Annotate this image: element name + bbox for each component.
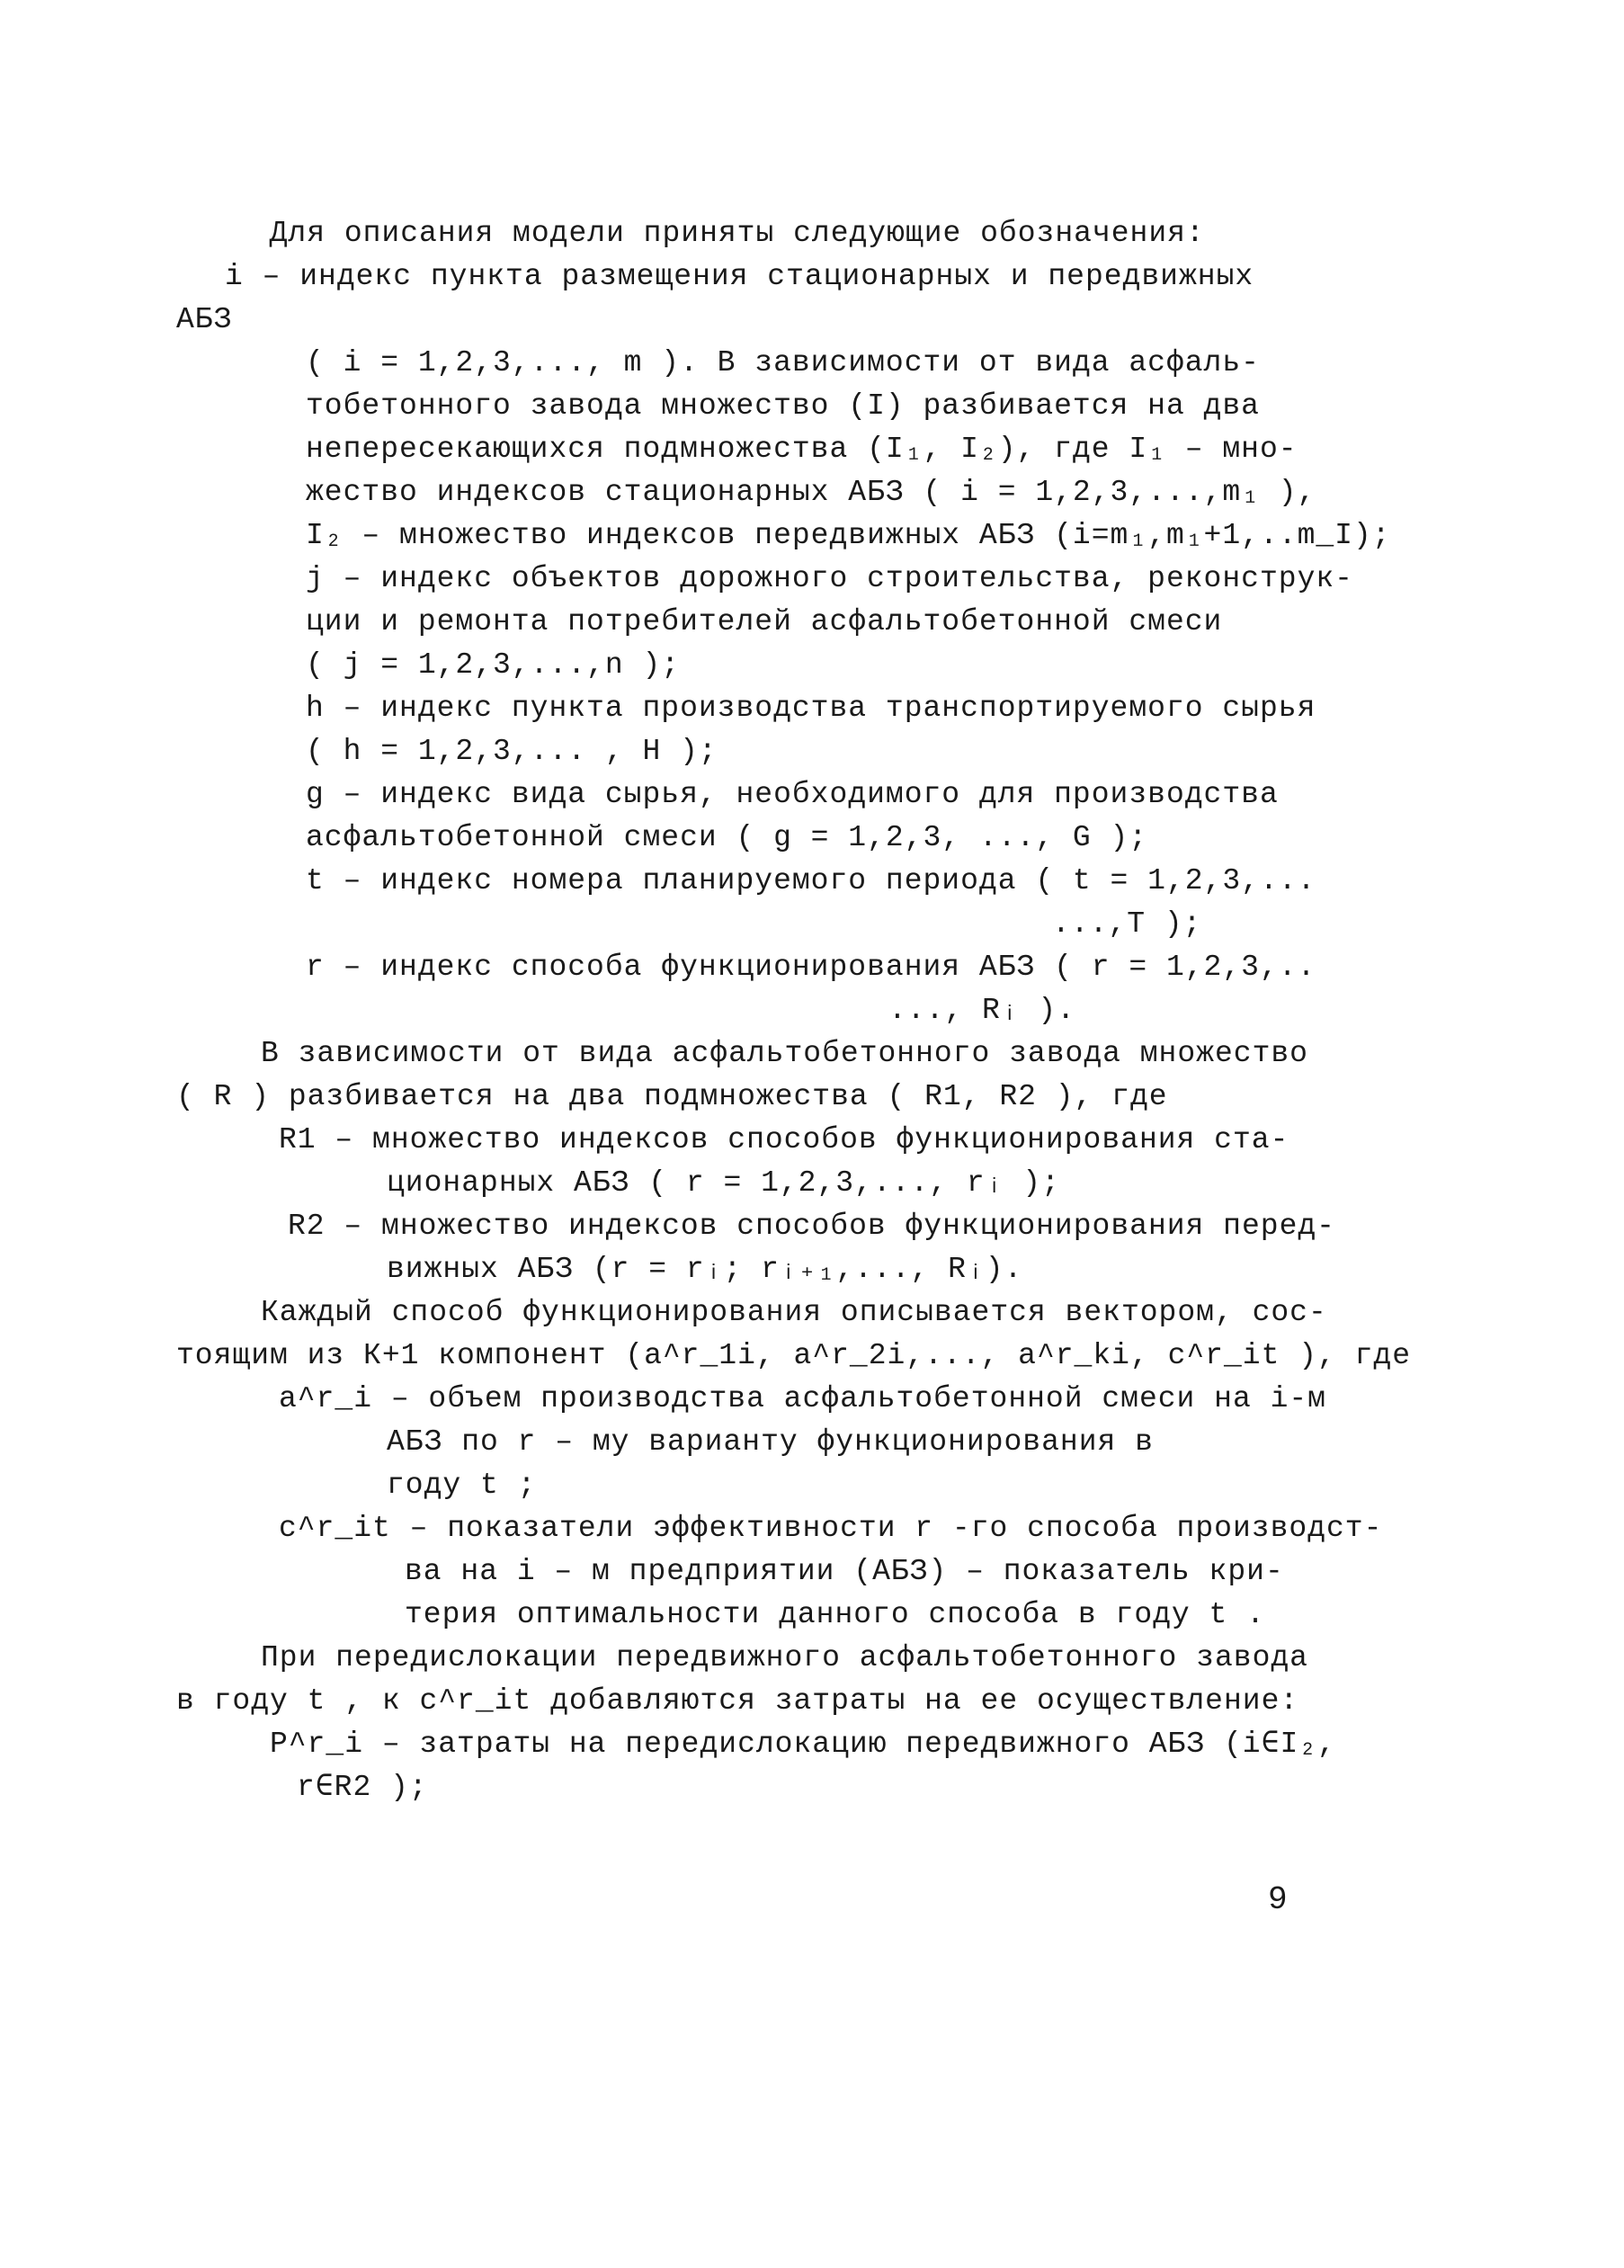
text-line: ( h = 1,2,3,... , H );	[306, 735, 718, 768]
text-line: в году t , к c^r_it добавляются затраты на ее осуществление:	[176, 1684, 1299, 1718]
text-line: тоящим из К+1 компонент (a^r_1i, a^r_2i,..., a^r_ki, c^r_it ), где	[176, 1339, 1412, 1372]
text-line: R2 – множество индексов способов функционирования перед-	[288, 1210, 1335, 1243]
text-line: t – индекс номера планируемого периода ( t = 1,2,3,...	[306, 864, 1316, 897]
text-line: P^r_i – затраты на передислокацию передвижного АБЗ (i∈I₂,	[270, 1728, 1336, 1761]
text-line: I₂ – множество индексов передвижных АБЗ (i=m₁,m₁+1,..m_I);	[306, 519, 1391, 552]
text-line: R1 – множество индексов способов функционирования ста-	[279, 1123, 1289, 1156]
text-line: непересекающихся подмножества (I₁, I₂), где I₁ – мно-	[306, 433, 1298, 466]
text-line: вижных АБЗ (r = rᵢ; rᵢ₊₁,..., Rᵢ).	[387, 1253, 1023, 1286]
text-line: j – индекс объектов дорожного строительства, реконструк-	[306, 562, 1353, 595]
text-line: Для описания модели приняты следующие обозначения:	[232, 217, 1205, 250]
text-line: году t ;	[387, 1469, 537, 1502]
text-line: ва на i – м предприятии (АБЗ) – показатель кри-	[405, 1555, 1284, 1588]
text-line: ..., Rᵢ ).	[888, 994, 1076, 1027]
text-line: асфальтобетонной смеси ( g = 1,2,3, ..., G );	[306, 821, 1148, 854]
text-line: ции и ремонта потребителей асфальтобетонной смеси	[306, 605, 1223, 638]
text-line: ционарных АБЗ ( r = 1,2,3,..., rᵢ );	[387, 1166, 1060, 1200]
text-line: a^r_i – объем производства асфальтобетонной смеси на i-м	[279, 1382, 1326, 1415]
text-line: АБЗ по r – му варианту функционирования в	[387, 1425, 1154, 1459]
text-line: ( R ) разбивается на два подмножества ( R1, R2 ), где	[176, 1080, 1168, 1113]
text-line: В зависимости от вида асфальтобетонного завода множество	[261, 1037, 1308, 1070]
text-line: жество индексов стационарных АБЗ ( i = 1,2,3,...,m₁ ),	[306, 476, 1316, 509]
text-line: тобетонного завода множество (I) разбивается на два	[306, 389, 1260, 423]
text-line: g – индекс вида сырья, необходимого для производства	[306, 778, 1279, 811]
text-line: r – индекс способа функционирования АБЗ ( r = 1,2,3,..	[306, 951, 1316, 984]
text-line: ( i = 1,2,3,..., m ). В зависимости от вида асфаль-	[306, 346, 1260, 379]
text-line: ( j = 1,2,3,...,n );	[306, 648, 681, 682]
text-line: i – индекс пункта размещения стационарных и передвижных	[225, 260, 1254, 293]
text-line: c^r_it – показатели эффективности r -го способа производст-	[279, 1512, 1383, 1545]
text-line: АБЗ	[176, 303, 233, 336]
text-line: ...,T );	[1052, 907, 1202, 941]
text-line: При передислокации передвижного асфальтобетонного завода	[261, 1641, 1308, 1674]
text-line: Каждый способ функционирования описывается вектором, сос-	[261, 1296, 1327, 1329]
page-number: 9	[1268, 1881, 1288, 1918]
text-line: терия оптимальности данного способа в году t .	[405, 1598, 1265, 1631]
text-line: r∈R2 );	[297, 1771, 428, 1804]
text-line: h – индекс пункта производства транспортируемого сырья	[306, 692, 1316, 725]
